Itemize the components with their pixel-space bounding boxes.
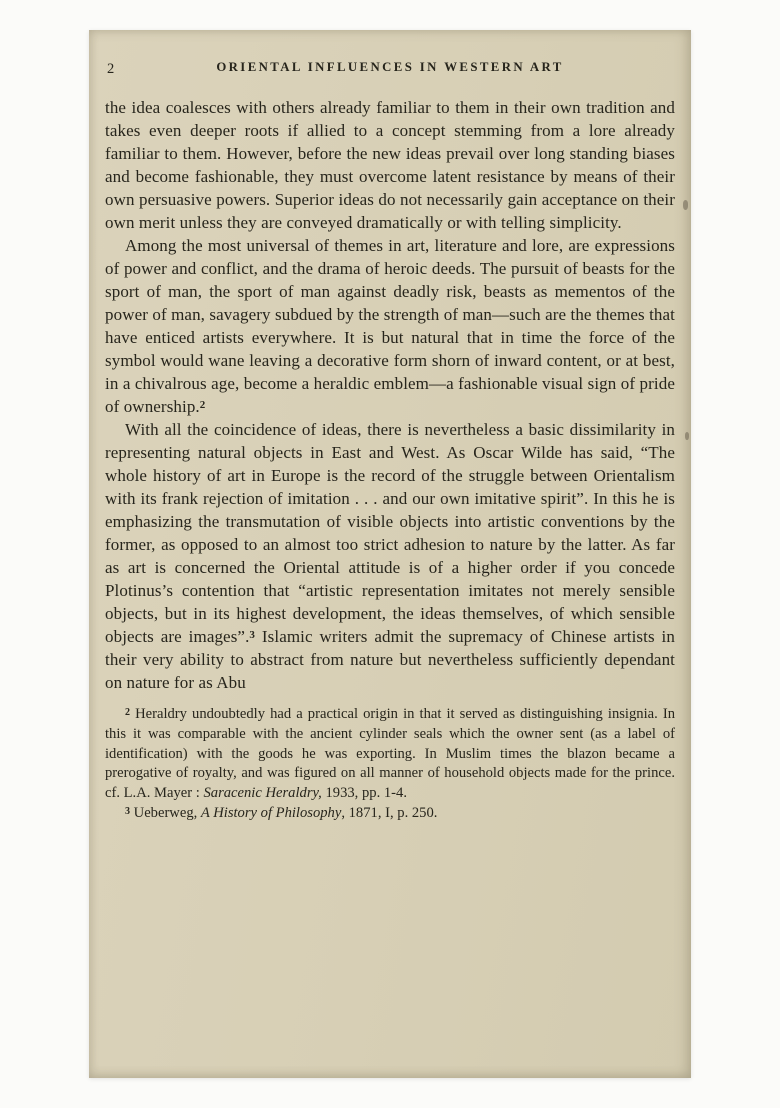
footnote-3-work-title: A History of Philosophy (200, 804, 342, 821)
footnote-2-work-title: Saracenic Heraldry, (203, 785, 322, 802)
running-head: ORIENTAL INFLUENCES IN WESTERN ART (216, 60, 564, 74)
book-page (89, 30, 691, 1078)
scan-artifact (683, 200, 688, 210)
footnote-2-text-a: Heraldry undoubtedly had a practical origin in that it served as distinguishing insignia. In this it was comparable with the ancient cylinder seals which the owner sent (as a label of identification) with the goods he was exporting. In Muslim times the blazon became a prerogative of royalty, and was figured on all manner of household objects made for the prince. cf. L.A. Mayer : (105, 706, 675, 802)
page-header (105, 60, 675, 78)
paragraph-2-text: Among the most universal of themes in art, literature and lore, are expressions of power and conflict, and the drama of heroic deeds. The pursuit of beasts for the sport of man, the sport of man against deadly risk, beasts as mementos of the power of man, savagery subdued by the strength of man—such are the themes that have enticed artists everywhere. It is but natural that in time the force of the symbol would wane leaving a decorative form shorn of inward content, or at best, in a chivalrous age, become a heraldic emblem—a fashionable visual sign of pride of ownership. (105, 236, 675, 416)
footnote-2-text-b: 1933, pp. 1-4. (321, 785, 407, 802)
body-text (105, 96, 675, 694)
footnote-3 (105, 804, 675, 824)
footnote-3-marker: 3 (125, 805, 130, 817)
paragraph-3-text-a: With all the coincidence of ideas, there is nevertheless a basic dissimilarity in representing natural objects in East and West. As Oscar Wilde has said, “The whole history of art in Europe is the record of the struggle between Orientalism with its frank rejection of imitation . . . and our own imitative spirit”. In this he is emphasizing the transmutation of visible objects into artistic conventions by the former, as opposed to an almost too strict adhesion to nature by the latter. As far as art is concerned the Oriental attitude is of a higher order if you concede Plotinus’s contention that “artistic representation imitates not merely sensible objects, but in its highest development, the ideas themselves, of which sensible objects are images”. (105, 420, 675, 646)
paragraph-1-text: the idea coalesces with others already familiar to them in their own tradition and takes even deeper roots if allied to a concept stemming from a lore already familiar to them. However, before the new ideas prevail over long standing biases and become fashionable, they must overcome latent resistance by means of their own persuasive powers. Superior ideas do not necessarily gain acceptance on their own merit unless they are conveyed dramatically or with telling simplicity. (105, 98, 675, 232)
footnote-3-text-b: , 1871, I, p. 250. (341, 804, 438, 821)
footnote-2-marker: 2 (125, 707, 130, 718)
paragraph-3 (105, 418, 675, 694)
paragraph-3-text-b: Islamic writers admit the supremacy of Chinese artists in their very ability to abstract from nature but nevertheless sufficiently dependant on nature for as Abu (105, 627, 675, 692)
page-number: 2 (107, 61, 115, 77)
footnote-3-text-a: Ueberweg, (130, 804, 201, 821)
footnotes-section (105, 705, 675, 824)
footnote-2 (105, 705, 675, 804)
footnote-ref-2: 2 (199, 399, 206, 411)
footnote-ref-3: 3 (249, 629, 256, 641)
paragraph-2 (105, 234, 675, 418)
paragraph-1 (105, 96, 675, 234)
scan-artifact (685, 432, 689, 440)
